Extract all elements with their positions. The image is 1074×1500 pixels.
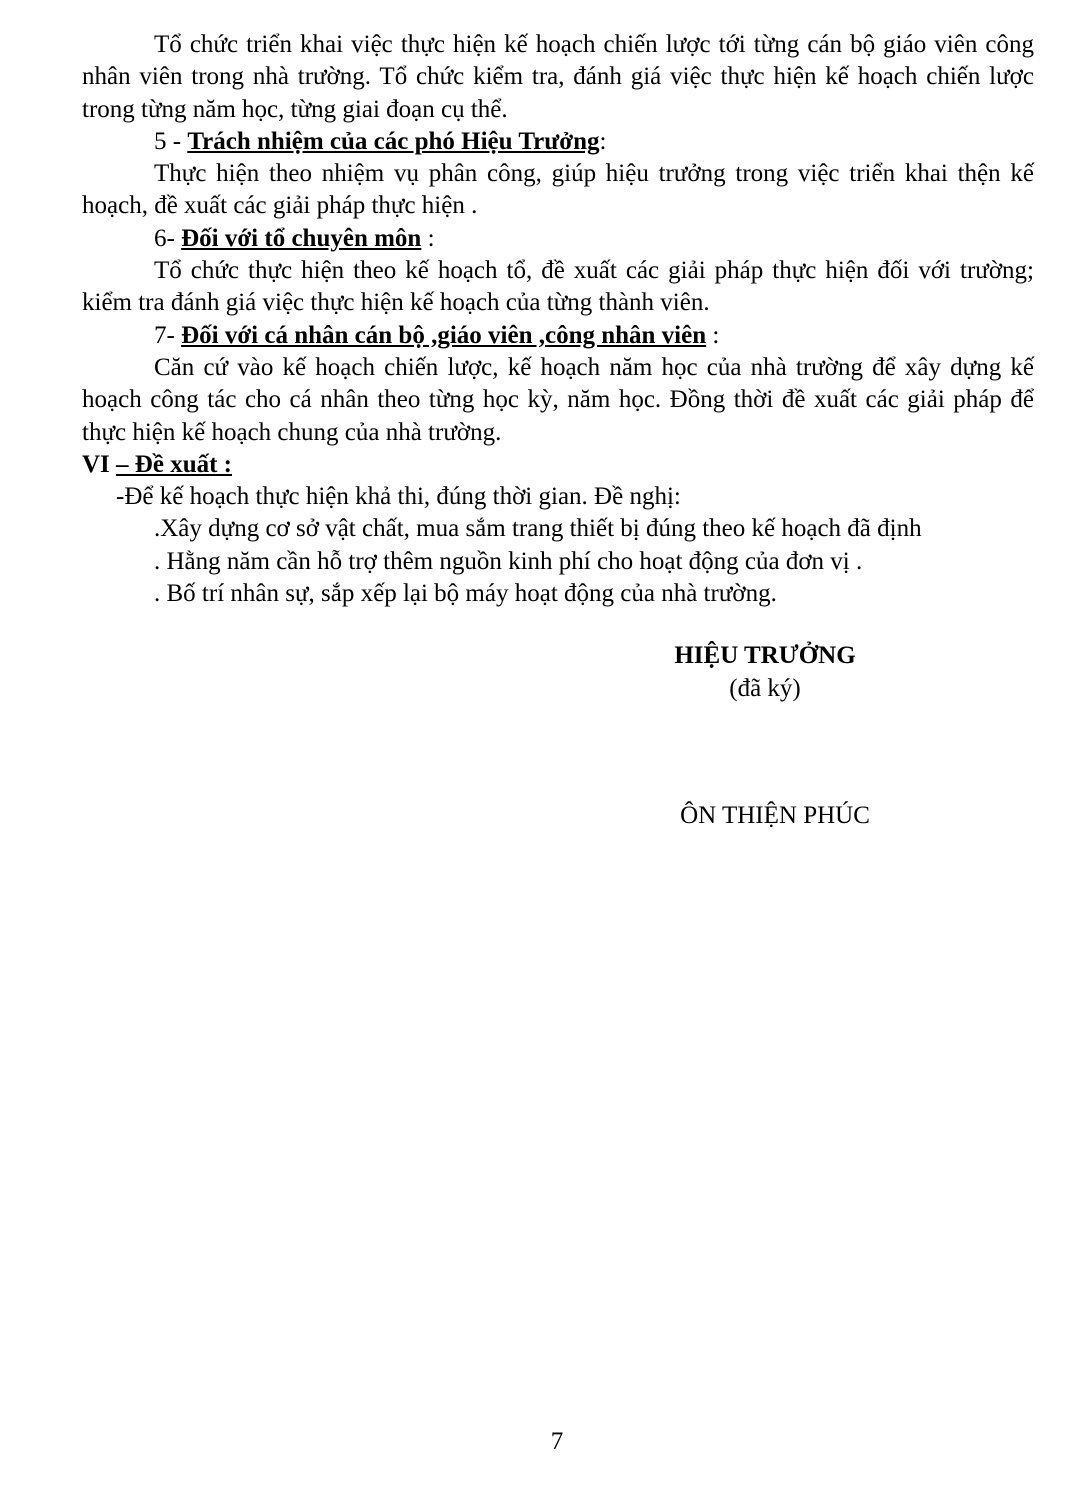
section6-number: VI <box>82 450 117 478</box>
item6-prefix: 6- <box>154 224 182 252</box>
item7-title: Đối với cá nhân cán bộ ,giáo viên ,công nhân viên <box>181 321 707 349</box>
section6-bullet-3: . Bố trí nhân sự, sắp xếp lại bộ máy hoạt động của nhà trường. <box>154 580 777 608</box>
signature-title: HIỆU TRƯỞNG <box>674 642 856 669</box>
item5-heading <box>82 126 1034 158</box>
signature-note: (đã ký) <box>729 675 801 702</box>
item6-title: Đối với tổ chuyên môn <box>181 224 422 252</box>
intro-paragraph: Tổ chức triển khai việc thực hiện kế hoạch chiến lược tới từng cán bộ giáo viên công nhân viên trong nhà trường. Tổ chức kiểm tra, đánh giá việc thực hiện kế hoạch chiến lược trong từng năm học, từng giai đoạn cụ thể. <box>82 31 1034 123</box>
item7-prefix: 7- <box>154 321 182 349</box>
item7-suffix: : <box>706 321 720 349</box>
item6-heading <box>82 223 1034 255</box>
section6-bullet-1: .Xây dựng cơ sở vật chất, mua sắm trang thiết bị đúng theo kế hoạch đã định <box>154 515 922 543</box>
section6-bullet-2: . Hằng năm cần hỗ trợ thêm nguồn kinh phí cho hoạt động của đơn vị . <box>154 547 863 575</box>
item6-suffix: : <box>421 224 435 252</box>
document-body <box>82 29 1034 610</box>
item7-heading <box>82 320 1034 352</box>
page-number: 7 <box>550 1428 564 1455</box>
item5-title: Trách nhiệm của các phó Hiệu Trưởng <box>187 127 600 155</box>
item5-prefix: 5 - <box>154 127 188 155</box>
item7-body: Căn cứ vào kế hoạch chiến lược, kế hoạch năm học của nhà trường để xây dựng kế hoạch công tác cho cá nhân theo từng học kỳ, năm học. Đồng thời đề xuất các giải pháp để thực hiện kế hoạch chung của nhà trường. <box>82 353 1034 446</box>
section6-intro: -Để kế hoạch thực hiện khả thi, đúng thời gian. Đề nghị: <box>116 483 681 511</box>
item6-body: Tổ chức thực hiện theo kế hoạch tổ, đề xuất các giải pháp thực hiện đối với trường; kiểm tra đánh giá việc thực hiện kế hoạch của từng thành viên. <box>82 257 1034 317</box>
item5-body: Thực hiện theo nhiệm vụ phân công, giúp hiệu trưởng trong việc triển khai thện kế hoạch, đề xuất các giải pháp thực hiện . <box>82 160 1034 220</box>
signature-name: ÔN THIỆN PHÚC <box>680 802 870 829</box>
item5-suffix: : <box>599 127 607 155</box>
section6-title: – Đề xuất : <box>116 450 233 478</box>
section6-heading <box>82 449 1034 481</box>
